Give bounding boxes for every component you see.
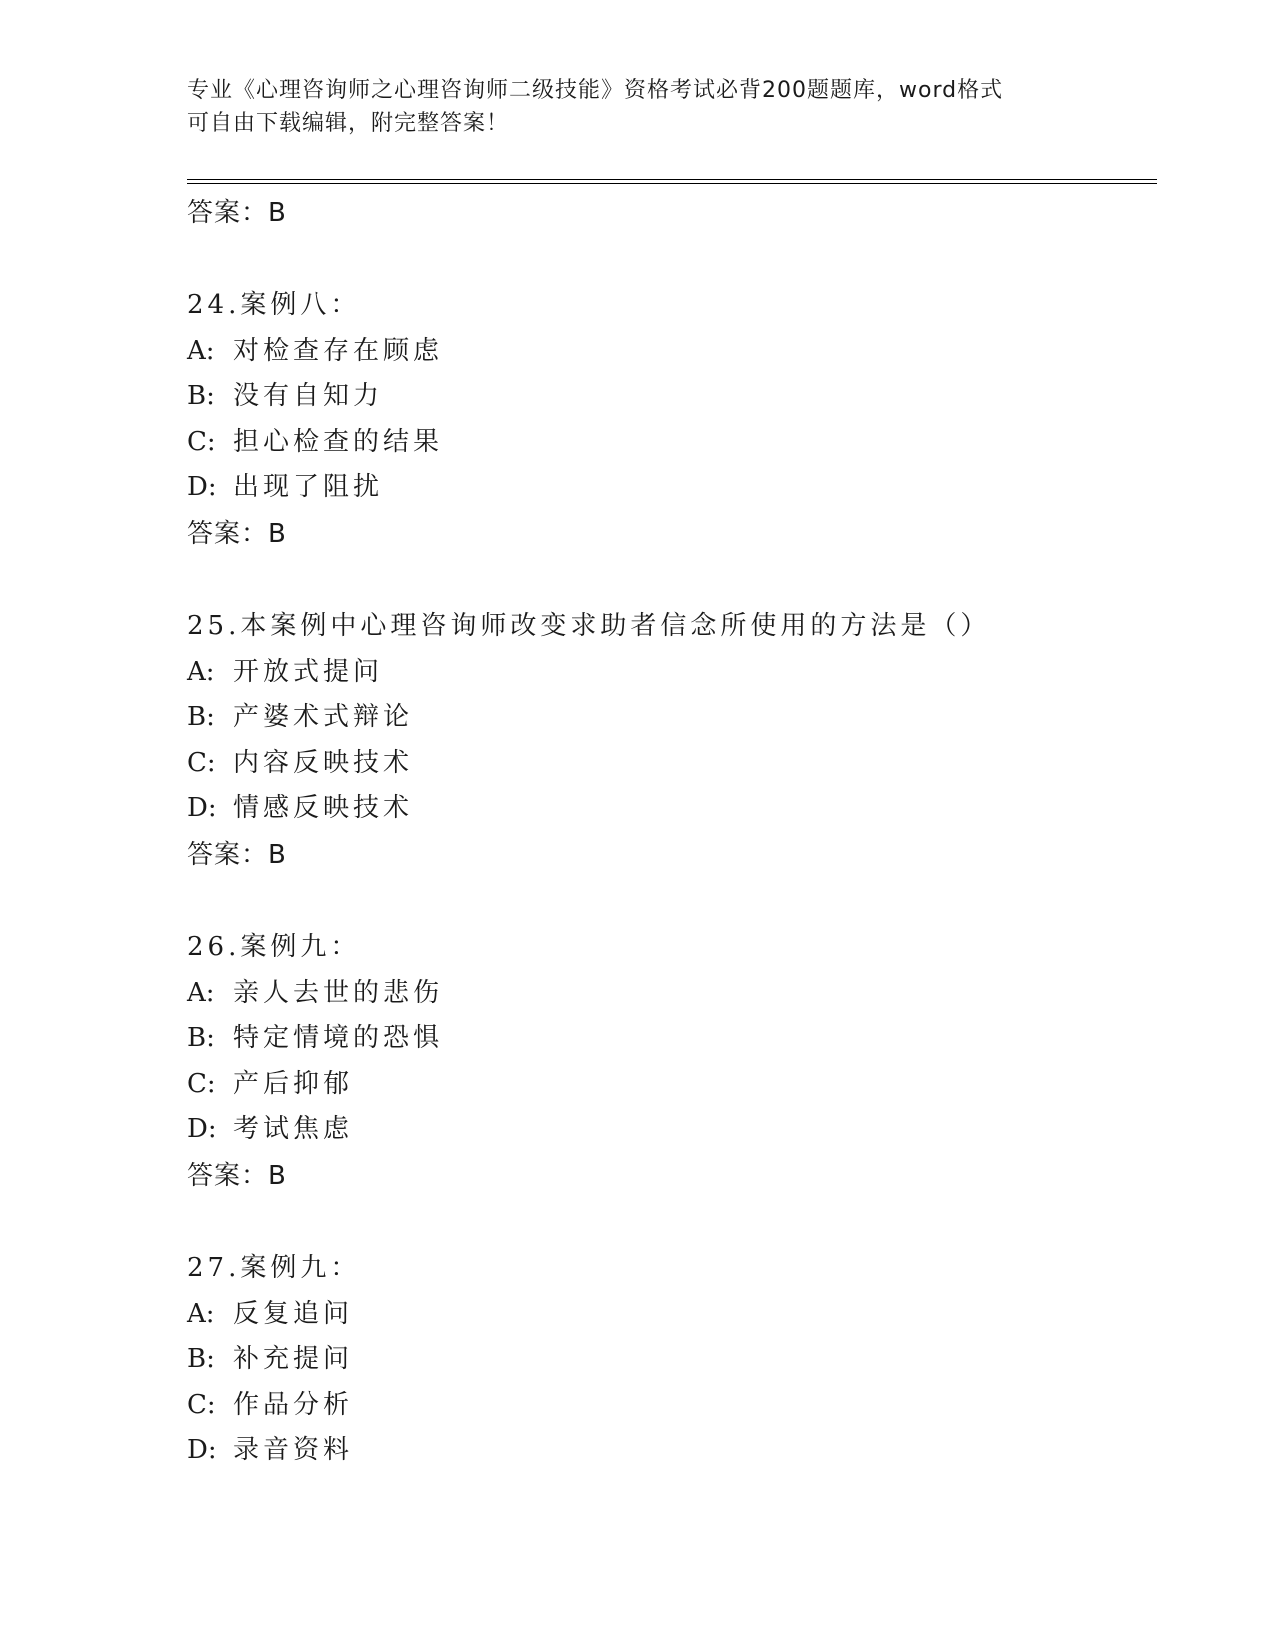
option-text: 亲人去世的悲伤 [233, 977, 444, 1008]
option-d [187, 465, 1157, 511]
option-key: D: [187, 472, 217, 503]
option-text: 录音资料 [233, 1435, 354, 1466]
option-key: B: [187, 381, 215, 412]
option-text: 情感反映技术 [233, 793, 414, 824]
option-key: C: [187, 426, 216, 457]
document-header [187, 74, 1067, 140]
option-text: 内容反映技术 [233, 747, 414, 778]
option-b [187, 1337, 1157, 1383]
answer-line: 答案：B [187, 518, 287, 549]
header-divider-top [187, 179, 1157, 180]
option-text: 对检查存在顾虑 [233, 335, 444, 366]
option-key: D: [187, 1114, 217, 1145]
option-key: C: [187, 1389, 216, 1420]
option-a [187, 971, 1157, 1017]
option-a [187, 650, 1157, 696]
option-b [187, 695, 1157, 741]
option-text: 补充提问 [233, 1344, 354, 1375]
option-text: 特定情境的恐惧 [233, 1023, 444, 1054]
option-c [187, 741, 1157, 787]
option-d [187, 786, 1157, 832]
option-key: A: [187, 335, 215, 366]
option-key: C: [187, 1068, 216, 1099]
question-block [187, 283, 1157, 557]
option-key: A: [187, 656, 215, 687]
option-text: 出现了阻扰 [233, 472, 384, 503]
option-text: 作品分析 [233, 1389, 354, 1420]
question-block [187, 1246, 1157, 1474]
answer-line: 答案：B [187, 198, 287, 228]
question-title: 26.案例九： [187, 931, 361, 962]
option-c [187, 420, 1157, 466]
option-c [187, 1062, 1157, 1108]
option-text: 考试焦虑 [233, 1114, 354, 1145]
option-a [187, 1292, 1157, 1338]
option-key: B: [187, 1023, 215, 1054]
option-a [187, 329, 1157, 375]
question-title: 24.案例八： [187, 290, 361, 320]
question-list [187, 190, 1157, 1474]
answer-line: 答案：B [187, 1160, 287, 1191]
option-key: D: [187, 1435, 217, 1466]
option-text: 产婆术式辩论 [233, 702, 414, 733]
option-text: 担心检查的结果 [233, 426, 444, 457]
header-line-2: 可自由下载编辑，附完整答案！ [187, 111, 510, 136]
option-b [187, 374, 1157, 420]
question-title: 25.本案例中心理咨询师改变求助者信念所使用的方法是（） [187, 610, 991, 641]
option-key: B: [187, 702, 215, 733]
option-text: 没有自知力 [233, 381, 384, 412]
option-b [187, 1016, 1157, 1062]
option-text: 产后抑郁 [233, 1068, 354, 1099]
header-divider-bottom [187, 183, 1157, 184]
option-d [187, 1428, 1157, 1474]
question-title: 27.案例九： [187, 1252, 361, 1283]
option-key: A: [187, 1298, 215, 1329]
question-block [187, 925, 1157, 1199]
option-key: B: [187, 1344, 215, 1375]
option-text: 反复追问 [233, 1298, 354, 1329]
option-key: A: [187, 977, 215, 1008]
option-key: C: [187, 747, 216, 778]
option-key: D: [187, 793, 217, 824]
header-line-1: 专业《心理咨询师之心理咨询师二级技能》资格考试必背200题题库，word格式 [187, 78, 1004, 103]
option-c [187, 1383, 1157, 1429]
option-d [187, 1107, 1157, 1153]
answer-line: 答案：B [187, 839, 287, 870]
question-block [187, 604, 1157, 878]
option-text: 开放式提问 [233, 656, 384, 687]
